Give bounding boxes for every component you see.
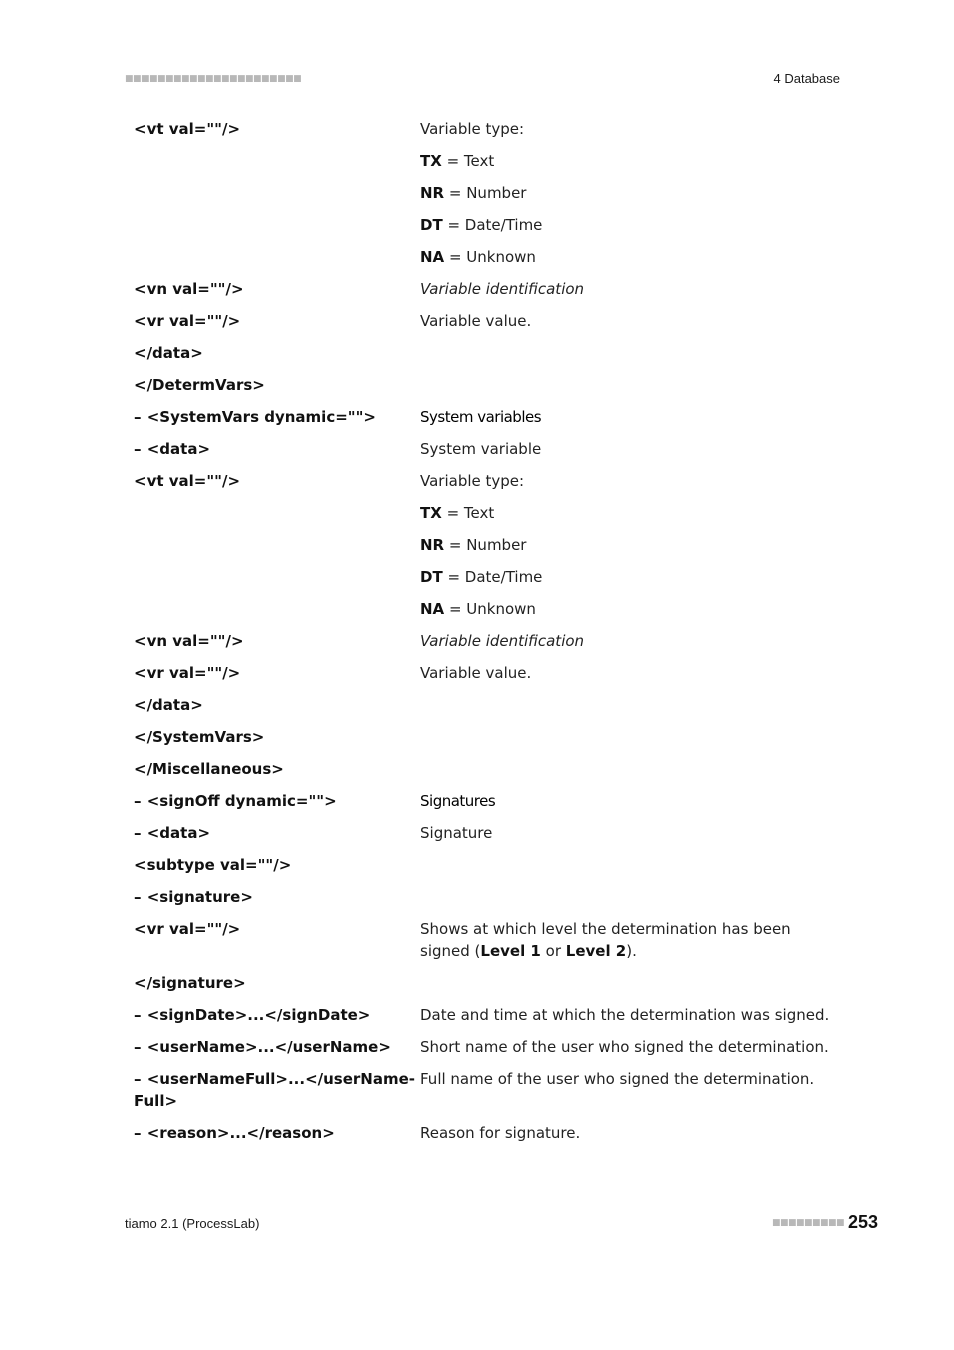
xml-element-label	[134, 500, 420, 532]
definition-row	[134, 852, 834, 884]
description-fragment: Shows at which level the determination has been signed (	[420, 920, 791, 960]
xml-element-label: </DetermVars>	[134, 376, 265, 394]
element-description: Signatures	[420, 792, 496, 810]
element-description: Signature	[420, 824, 493, 842]
xml-element-label: <vn val=""/>	[134, 280, 244, 298]
type-meaning: = Number	[444, 184, 527, 202]
element-description	[420, 148, 834, 180]
definition-row	[134, 564, 834, 596]
definition-row	[134, 532, 834, 564]
definition-row	[134, 1034, 834, 1066]
element-description: Variable value.	[420, 312, 532, 330]
xml-element-label: – <data>	[134, 440, 211, 458]
type-meaning: = Date/Time	[442, 216, 543, 234]
element-description: Variable identification	[420, 632, 585, 650]
footer-decoration: ■■■■■■■■■	[772, 1218, 845, 1228]
footer-product-title: tiamo 2.1 (ProcessLab)	[125, 1216, 260, 1231]
definition-row	[134, 276, 834, 308]
chapter-title: 4 Database	[773, 71, 840, 86]
xml-element-label	[134, 148, 420, 180]
xml-element-label: – <userNameFull>...</userName-Full>	[134, 1070, 416, 1110]
element-description	[420, 372, 834, 404]
type-meaning: = Text	[441, 504, 495, 522]
definition-row	[134, 116, 834, 148]
definition-table	[134, 116, 834, 1152]
element-description: Date and time at which the determination was signed.	[420, 1006, 830, 1024]
definition-row	[134, 148, 834, 180]
element-description	[420, 724, 834, 756]
definition-row	[134, 1120, 834, 1152]
xml-element-label: <vr val=""/>	[134, 920, 241, 938]
definition-row	[134, 212, 834, 244]
type-code: NA	[420, 600, 445, 618]
xml-element-label: <subtype val=""/>	[134, 856, 292, 874]
definition-row	[134, 1002, 834, 1034]
type-code: NR	[420, 184, 445, 202]
xml-element-label: – <signOff dynamic="">	[134, 792, 337, 810]
element-description	[420, 500, 834, 532]
xml-element-label: – <SystemVars dynamic="">	[134, 408, 376, 426]
element-description: Variable type:	[420, 472, 525, 490]
element-description	[420, 852, 834, 884]
xml-element-label	[134, 596, 420, 628]
definition-row	[134, 1066, 834, 1120]
type-code: DT	[420, 568, 443, 586]
xml-element-label: </signature>	[134, 974, 246, 992]
element-description: Variable value.	[420, 664, 532, 682]
header-decoration: ■■■■■■■■■■■■■■■■■■■■■■	[125, 74, 302, 84]
element-description: Variable identification	[420, 280, 585, 298]
definition-row	[134, 436, 834, 468]
element-description	[420, 692, 834, 724]
type-meaning: = Date/Time	[442, 568, 543, 586]
element-description: System variable	[420, 440, 542, 458]
definition-row	[134, 916, 834, 970]
xml-element-label	[134, 532, 420, 564]
xml-element-label: <vr val=""/>	[134, 312, 241, 330]
definition-row	[134, 340, 834, 372]
definition-row	[134, 404, 834, 436]
xml-element-label: – <signDate>...</signDate>	[134, 1006, 371, 1024]
element-description	[420, 916, 834, 970]
xml-element-label: – <userName>...</userName>	[134, 1038, 391, 1056]
type-code: TX	[420, 504, 442, 522]
definition-row	[134, 660, 834, 692]
definition-row	[134, 308, 834, 340]
xml-element-label	[134, 564, 420, 596]
element-description	[420, 532, 834, 564]
description-fragment: Level 1	[480, 942, 541, 960]
element-description	[420, 244, 834, 276]
type-code: NA	[420, 248, 445, 266]
definition-row	[134, 244, 834, 276]
definition-row	[134, 788, 834, 820]
element-description	[420, 180, 834, 212]
xml-element-label: <vt val=""/>	[134, 472, 241, 490]
element-description	[420, 970, 834, 1002]
description-fragment: ).	[626, 942, 637, 960]
xml-element-label: – <reason>...</reason>	[134, 1124, 335, 1142]
xml-element-label: </SystemVars>	[134, 728, 265, 746]
type-code: NR	[420, 536, 445, 554]
type-meaning: = Number	[444, 536, 527, 554]
definition-row	[134, 884, 834, 916]
xml-element-label: </data>	[134, 696, 203, 714]
definition-row	[134, 180, 834, 212]
xml-element-label: <vt val=""/>	[134, 120, 241, 138]
element-description	[420, 212, 834, 244]
definition-row	[134, 724, 834, 756]
element-description	[420, 756, 834, 788]
type-meaning: = Unknown	[444, 248, 536, 266]
xml-element-label	[134, 212, 420, 244]
description-fragment: Level 2	[565, 942, 627, 960]
description-fragment: or	[540, 942, 566, 960]
definition-row	[134, 468, 834, 500]
definition-row	[134, 970, 834, 1002]
page-number: 253	[847, 1212, 878, 1232]
type-code: DT	[420, 216, 443, 234]
element-description: Short name of the user who signed the determination.	[420, 1038, 829, 1056]
type-meaning: = Text	[441, 152, 495, 170]
definition-row	[134, 692, 834, 724]
xml-element-label	[134, 180, 420, 212]
element-description: Variable type:	[420, 120, 525, 138]
element-description: System variables	[420, 408, 542, 426]
xml-element-label	[134, 244, 420, 276]
definition-row	[134, 596, 834, 628]
xml-element-label: <vn val=""/>	[134, 632, 244, 650]
definition-row	[134, 820, 834, 852]
xml-element-label: </data>	[134, 344, 203, 362]
element-description	[420, 596, 834, 628]
element-description	[420, 340, 834, 372]
xml-element-label: – <data>	[134, 824, 211, 842]
definition-row	[134, 628, 834, 660]
element-description: Full name of the user who signed the determination.	[420, 1070, 815, 1088]
element-description	[420, 564, 834, 596]
definition-row	[134, 372, 834, 404]
element-description	[420, 884, 834, 916]
type-code: TX	[420, 152, 442, 170]
xml-element-label: </Miscellaneous>	[134, 760, 284, 778]
xml-element-label: – <signature>	[134, 888, 253, 906]
type-meaning: = Unknown	[444, 600, 536, 618]
xml-element-label: <vr val=""/>	[134, 664, 241, 682]
definition-row	[134, 756, 834, 788]
element-description: Reason for signature.	[420, 1124, 581, 1142]
definition-row	[134, 500, 834, 532]
